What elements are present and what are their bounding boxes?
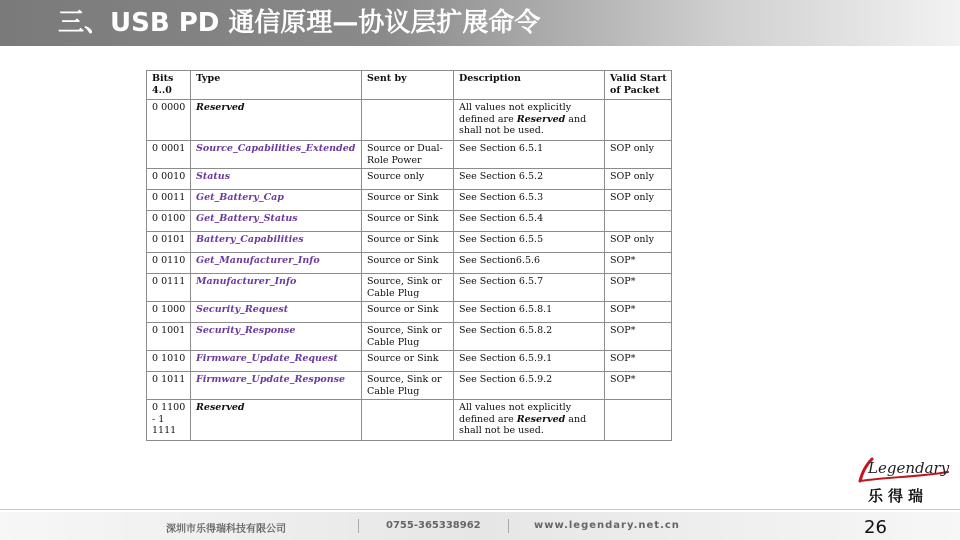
cell-sent-by: Source or Sink — [362, 211, 454, 232]
footer — [0, 512, 960, 540]
cell-valid-sop: SOP only — [605, 190, 672, 211]
cell-description: See Section 6.5.7 — [454, 274, 605, 302]
cell-bits: 0 0110 — [147, 253, 191, 274]
cell-valid-sop: SOP* — [605, 302, 672, 323]
cell-bits: 0 0001 — [147, 141, 191, 169]
table-row — [147, 302, 672, 323]
cell-bits: 0 0000 — [147, 100, 191, 141]
cell-bits: 0 1010 — [147, 351, 191, 372]
cell-bits: 0 0100 — [147, 211, 191, 232]
reserved-desc-bold: Reserved — [516, 413, 566, 425]
table-row — [147, 323, 672, 351]
cell-description: See Section 6.5.4 — [454, 211, 605, 232]
cell-sent-by: Source, Sink or Cable Plug — [362, 372, 454, 400]
footer-separator — [508, 519, 509, 533]
header-description: Description — [454, 71, 605, 100]
table-row — [147, 190, 672, 211]
table-row — [147, 211, 672, 232]
table-row — [147, 232, 672, 253]
cell-type: Security_Request — [191, 302, 362, 323]
cell-description: See Section6.5.6 — [454, 253, 605, 274]
cell-sent-by — [362, 100, 454, 141]
cell-type: Get_Battery_Status — [191, 211, 362, 232]
cell-valid-sop: SOP* — [605, 323, 672, 351]
header-sent-by: Sent by — [362, 71, 454, 100]
cell-valid-sop: SOP* — [605, 372, 672, 400]
cell-valid-sop: SOP only — [605, 232, 672, 253]
cell-description: See Section 6.5.9.1 — [454, 351, 605, 372]
cell-bits: 0 0011 — [147, 190, 191, 211]
table-row — [147, 274, 672, 302]
cell-bits: 0 1011 — [147, 372, 191, 400]
cell-valid-sop: SOP only — [605, 141, 672, 169]
slide-title: 三、USB PD 通信原理—协议层扩展命令 — [58, 8, 541, 38]
logo-chinese-name: 乐得瑞 — [868, 487, 929, 505]
cell-valid-sop — [605, 211, 672, 232]
cell-description: See Section 6.5.2 — [454, 169, 605, 190]
table-body — [147, 100, 672, 441]
reserved-desc-before: All values not explicitly defined are — [459, 402, 572, 425]
extended-message-table — [146, 70, 672, 441]
cell-description — [454, 400, 605, 441]
cell-type: Manufacturer_Info — [191, 274, 362, 302]
cell-sent-by: Source or Sink — [362, 232, 454, 253]
cell-description: See Section 6.5.3 — [454, 190, 605, 211]
cell-bits: 0 0101 — [147, 232, 191, 253]
title-bar — [0, 0, 960, 46]
cell-sent-by — [362, 400, 454, 441]
table-row — [147, 169, 672, 190]
reserved-desc-bold: Reserved — [516, 113, 566, 125]
cell-description: See Section 6.5.5 — [454, 232, 605, 253]
cell-bits: 0 0010 — [147, 169, 191, 190]
logo-script-text: Legendary — [868, 459, 950, 477]
cell-description: See Section 6.5.9.2 — [454, 372, 605, 400]
footer-website: www.legendary.net.cn — [534, 520, 680, 531]
cell-valid-sop — [605, 400, 672, 441]
footer-company: 深圳市乐得瑞科技有限公司 — [166, 524, 286, 535]
cell-sent-by: Source only — [362, 169, 454, 190]
extended-message-table-container — [146, 70, 672, 441]
cell-valid-sop: SOP* — [605, 253, 672, 274]
cell-description — [454, 100, 605, 141]
cell-type: Get_Battery_Cap — [191, 190, 362, 211]
cell-valid-sop: SOP* — [605, 351, 672, 372]
cell-valid-sop: SOP* — [605, 274, 672, 302]
cell-sent-by: Source or Sink — [362, 351, 454, 372]
cell-type: Source_Capabilities_Extended — [191, 141, 362, 169]
cell-type: Reserved — [191, 400, 362, 441]
cell-type: Status — [191, 169, 362, 190]
reserved-desc-after: and shall not be used. — [459, 413, 587, 436]
cell-bits: 0 1000 — [147, 302, 191, 323]
cell-description: See Section 6.5.1 — [454, 141, 605, 169]
header-valid-sop: Valid Start of Packet — [605, 71, 672, 100]
cell-valid-sop — [605, 100, 672, 141]
table-row — [147, 372, 672, 400]
footer-divider — [0, 509, 960, 510]
header-bits: Bits 4..0 — [147, 71, 191, 100]
cell-type: Battery_Capabilities — [191, 232, 362, 253]
cell-description: See Section 6.5.8.2 — [454, 323, 605, 351]
cell-sent-by: Source, Sink or Cable Plug — [362, 323, 454, 351]
company-logo — [858, 455, 950, 507]
cell-bits: 0 0111 — [147, 274, 191, 302]
cell-bits: 0 1001 — [147, 323, 191, 351]
footer-separator — [358, 519, 359, 533]
cell-type: Security_Response — [191, 323, 362, 351]
table-row — [147, 400, 672, 441]
table-row — [147, 253, 672, 274]
table-header-row — [147, 71, 672, 100]
cell-valid-sop: SOP only — [605, 169, 672, 190]
cell-sent-by: Source or Dual-Role Power — [362, 141, 454, 169]
cell-sent-by: Source or Sink — [362, 302, 454, 323]
cell-sent-by: Source or Sink — [362, 190, 454, 211]
footer-phone: 0755-365338962 — [386, 520, 481, 531]
reserved-desc-after: and shall not be used. — [459, 113, 587, 136]
header-type: Type — [191, 71, 362, 100]
cell-sent-by: Source, Sink or Cable Plug — [362, 274, 454, 302]
cell-bits: 0 1100 - 1 1111 — [147, 400, 191, 441]
table-row — [147, 100, 672, 141]
cell-type: Firmware_Update_Request — [191, 351, 362, 372]
page-number: 26 — [864, 517, 887, 538]
cell-type: Reserved — [191, 100, 362, 141]
cell-type: Firmware_Update_Response — [191, 372, 362, 400]
cell-sent-by: Source or Sink — [362, 253, 454, 274]
reserved-desc-before: All values not explicitly defined are — [459, 102, 572, 125]
table-row — [147, 141, 672, 169]
cell-description: See Section 6.5.8.1 — [454, 302, 605, 323]
table-row — [147, 351, 672, 372]
cell-type: Get_Manufacturer_Info — [191, 253, 362, 274]
